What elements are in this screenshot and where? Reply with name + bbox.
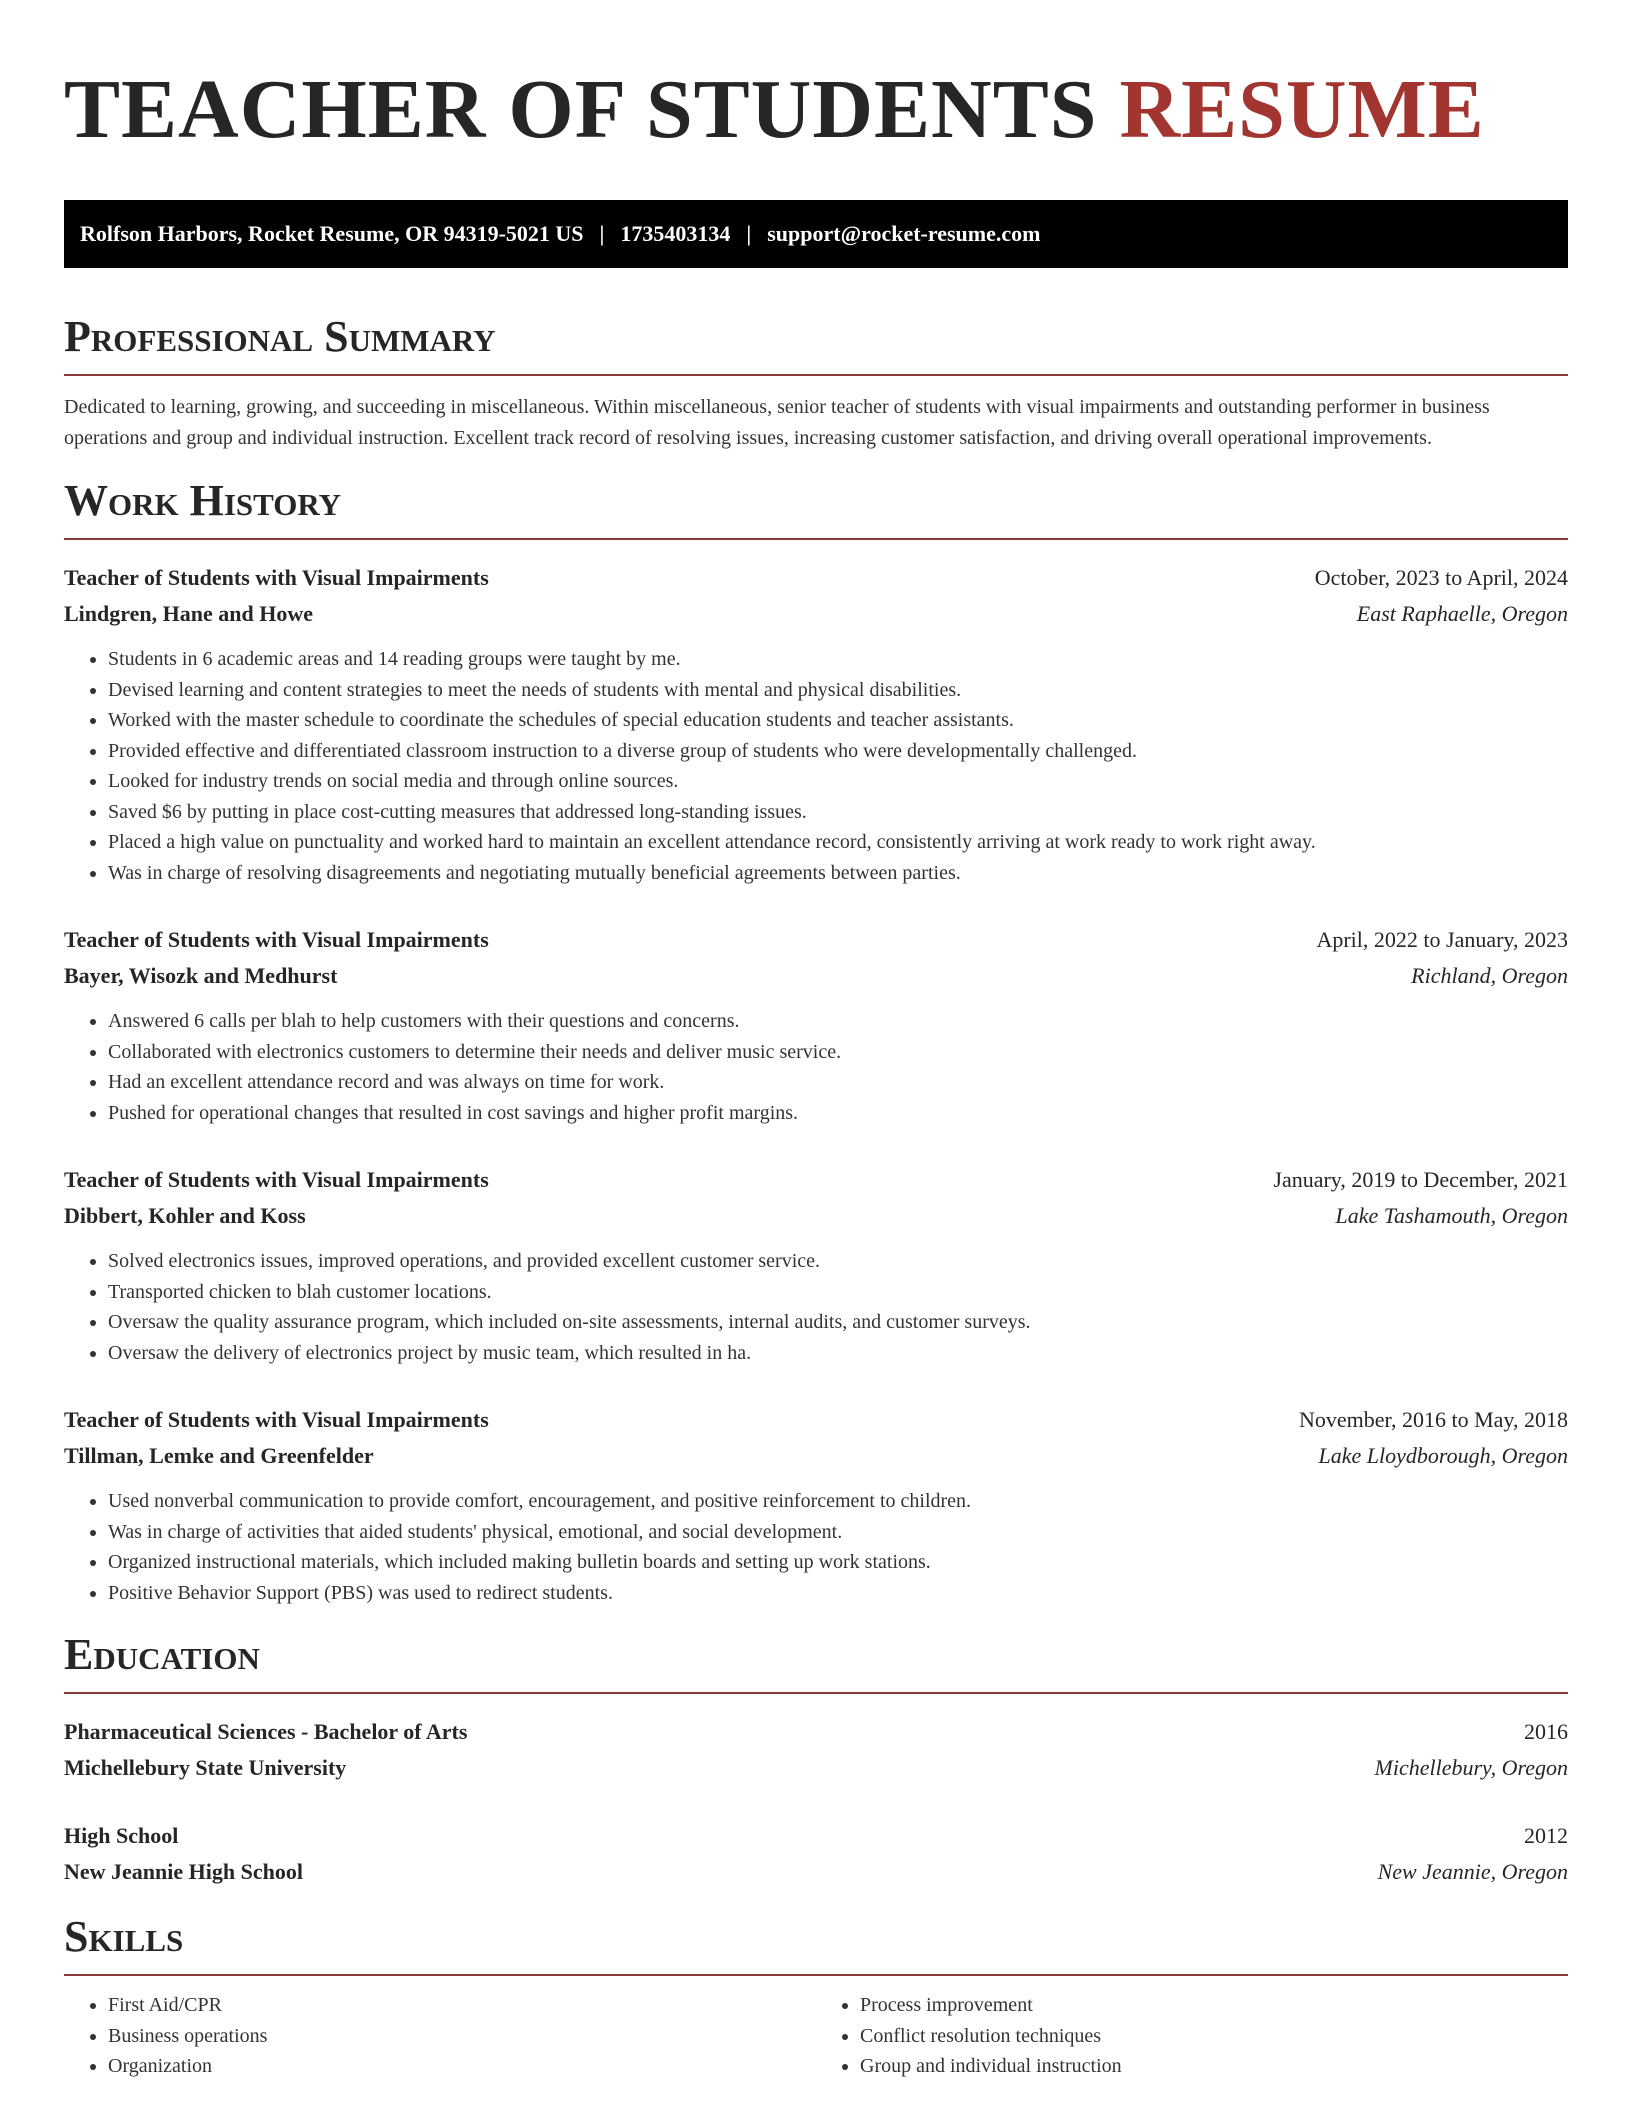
education-school-row — [64, 1854, 1568, 1890]
title-accent: RESUME — [1119, 63, 1485, 156]
job-location: East Raphaelle, Oregon — [1356, 601, 1568, 626]
job-bullet: • Oversaw the delivery of electronics project by music team, which resulted in ha. — [108, 1338, 1568, 1369]
job-bullets — [64, 1246, 1568, 1368]
education-school: Michellebury State University — [64, 1755, 347, 1780]
job-bullet: • Was in charge of resolving disagreements and negotiating mutually beneficial agreements between parties. — [108, 858, 1568, 889]
contact-phone: 1735403134 — [620, 221, 731, 246]
education-degree: High School — [64, 1823, 179, 1848]
section-divider — [64, 374, 1568, 376]
job-header-row — [64, 560, 1568, 596]
job-dates: October, 2023 to April, 2024 — [1314, 565, 1568, 590]
job-header-row — [64, 1402, 1568, 1438]
job-company: Lindgren, Hane and Howe — [64, 601, 313, 626]
contact-separator: | — [746, 221, 752, 246]
job-dates: November, 2016 to May, 2018 — [1299, 1407, 1568, 1432]
resume-title — [64, 60, 1568, 160]
summary-text: Dedicated to learning, growing, and succeeding in miscellaneous. Within miscellaneous, senior teacher of students with visual impairments and outstanding performer in business operations and group and individual instruction. Excellent track record of resolving issues, increasing customer satisfaction, and driving overall operational improvements. — [64, 396, 1490, 449]
job-bullet: • Organized instructional materials, which included making bulletin boards and setting up work stations. — [108, 1547, 1568, 1578]
job-bullet: • Positive Behavior Support (PBS) was used to redirect students. — [108, 1578, 1568, 1609]
job-bullet: • Looked for industry trends on social media and through online sources. — [108, 766, 1568, 797]
job-company-row — [64, 958, 1568, 994]
job-bullet: • Used nonverbal communication to provide comfort, encouragement, and positive reinforcement to children. — [108, 1486, 1568, 1517]
job-bullet: • Had an excellent attendance record and was always on time for work. — [108, 1067, 1568, 1098]
job-bullets — [64, 1006, 1568, 1128]
skills-list-left — [64, 1990, 816, 2082]
job-entry — [64, 922, 1568, 1128]
contact-address: Rolfson Harbors, Rocket Resume, OR 94319-5021 US — [80, 221, 584, 246]
skill-item: • Process improvement — [860, 1990, 1568, 2021]
education-degree: Pharmaceutical Sciences - Bachelor of Arts — [64, 1719, 468, 1744]
contact-email: support@rocket-resume.com — [767, 221, 1041, 246]
job-bullet: • Worked with the master schedule to coordinate the schedules of special education students and teacher assistants. — [108, 705, 1568, 736]
job-company-row — [64, 1198, 1568, 1234]
section-divider — [64, 538, 1568, 540]
job-location: Lake Lloydborough, Oregon — [1318, 1443, 1568, 1468]
education-heading: Education — [64, 1630, 260, 1679]
job-location: Richland, Oregon — [1411, 963, 1568, 988]
job-title: Teacher of Students with Visual Impairments — [64, 927, 489, 952]
job-company: Bayer, Wisozk and Medhurst — [64, 963, 338, 988]
job-entry — [64, 1162, 1568, 1368]
job-bullet: • Devised learning and content strategies to meet the needs of students with mental and physical disabilities. — [108, 675, 1568, 706]
contact-bar — [64, 200, 1568, 268]
job-company: Dibbert, Kohler and Koss — [64, 1203, 306, 1228]
skill-item: • Business operations — [108, 2021, 816, 2052]
skill-item: • First Aid/CPR — [108, 1990, 816, 2021]
section-divider — [64, 1692, 1568, 1694]
job-title: Teacher of Students with Visual Impairments — [64, 1407, 489, 1432]
job-dates: January, 2019 to December, 2021 — [1273, 1167, 1568, 1192]
job-entry — [64, 1402, 1568, 1608]
education-entry — [64, 1714, 1568, 1786]
job-company-row — [64, 596, 1568, 632]
skills-heading: Skills — [64, 1912, 184, 1961]
education-degree-row — [64, 1818, 1568, 1854]
job-bullet: • Saved $6 by putting in place cost-cutting measures that addressed long-standing issues. — [108, 797, 1568, 828]
education-location: Michellebury, Oregon — [1374, 1755, 1568, 1780]
job-company-row — [64, 1438, 1568, 1474]
education-school: New Jeannie High School — [64, 1859, 303, 1884]
education-year: 2012 — [1524, 1823, 1568, 1848]
job-bullet: • Solved electronics issues, improved operations, and provided excellent customer service. — [108, 1246, 1568, 1277]
job-bullet: • Was in charge of activities that aided students' physical, emotional, and social development. — [108, 1517, 1568, 1548]
job-company: Tillman, Lemke and Greenfelder — [64, 1443, 374, 1468]
job-bullets — [64, 1486, 1568, 1608]
education-location: New Jeannie, Oregon — [1377, 1859, 1568, 1884]
job-title: Teacher of Students with Visual Impairments — [64, 1167, 489, 1192]
job-bullet: • Pushed for operational changes that resulted in cost savings and higher profit margins. — [108, 1098, 1568, 1129]
education-year: 2016 — [1524, 1719, 1568, 1744]
job-bullet: • Transported chicken to blah customer locations. — [108, 1277, 1568, 1308]
skill-item: • Organization — [108, 2051, 816, 2082]
work-history-heading: Work History — [64, 476, 342, 525]
contact-separator: | — [599, 221, 605, 246]
section-divider — [64, 1974, 1568, 1976]
skills-columns — [64, 1990, 1568, 2082]
job-bullets — [64, 644, 1568, 888]
skills-list-right — [816, 1990, 1568, 2082]
skill-item: • Conflict resolution techniques — [860, 2021, 1568, 2052]
job-dates: April, 2022 to January, 2023 — [1316, 927, 1568, 952]
job-title: Teacher of Students with Visual Impairments — [64, 565, 489, 590]
education-school-row — [64, 1750, 1568, 1786]
title-main: TEACHER OF STUDENTS — [64, 63, 1098, 156]
job-header-row — [64, 1162, 1568, 1198]
job-header-row — [64, 922, 1568, 958]
summary-heading: Professional Summary — [64, 312, 496, 361]
education-degree-row — [64, 1714, 1568, 1750]
job-bullet: • Provided effective and differentiated classroom instruction to a diverse group of students who were developmentally challenged. — [108, 736, 1568, 767]
job-bullet: • Oversaw the quality assurance program, which included on-site assessments, internal audits, and customer surveys. — [108, 1307, 1568, 1338]
job-bullet: • Students in 6 academic areas and 14 reading groups were taught by me. — [108, 644, 1568, 675]
job-bullet: • Collaborated with electronics customers to determine their needs and deliver music service. — [108, 1037, 1568, 1068]
education-entry — [64, 1818, 1568, 1890]
skill-item: • Group and individual instruction — [860, 2051, 1568, 2082]
job-bullet: • Answered 6 calls per blah to help customers with their questions and concerns. — [108, 1006, 1568, 1037]
job-location: Lake Tashamouth, Oregon — [1335, 1203, 1568, 1228]
job-bullet: • Placed a high value on punctuality and worked hard to maintain an excellent attendance record, consistently arriving at work ready to work right away. — [108, 827, 1568, 858]
job-entry — [64, 560, 1568, 888]
